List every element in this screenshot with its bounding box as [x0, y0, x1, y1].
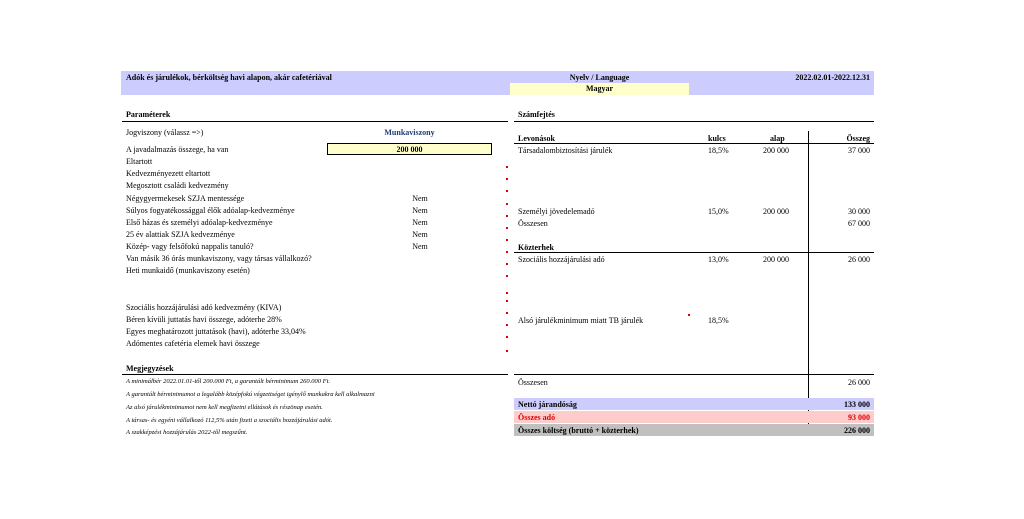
public-total-label: Összesen	[518, 378, 548, 387]
note-line: Az alsó járulékminimumot nem kell megfizetni ellátások és részönap esetén.	[126, 404, 323, 411]
params-title: Paraméterek	[126, 110, 171, 119]
deductions-title: Levonások	[518, 134, 555, 143]
net-value: 133 000	[844, 400, 870, 409]
param-label: Adómentes cafetéria elemek havi összege	[126, 339, 260, 348]
employment-select[interactable]: Munkaviszony	[384, 128, 435, 137]
deductions-header-line	[514, 143, 874, 144]
comment-marker	[506, 263, 508, 265]
note-line: A garantált bérminimumot a legalább középfokú végzettséget igénylő munkakra kell alkalmazni	[126, 391, 375, 398]
comment-marker	[506, 227, 508, 229]
param-value[interactable]: Nem	[412, 194, 428, 203]
public-label: Alsó járulékminimum miatt TB járulék	[518, 316, 644, 325]
param-label: Kedvezményezett eltartott	[126, 169, 211, 178]
comment-marker	[506, 251, 508, 253]
cost-label: Összes költség (bruttó + közterhek)	[518, 426, 639, 435]
param-label: Négygyermekesek SZJA mentessége	[126, 194, 245, 203]
total-column-divider	[808, 131, 809, 435]
param-label: Első házas és személyi adóalap-kedvezménye	[126, 218, 273, 227]
param-label: Közép- vagy felsőfokú nappalis tanuló?	[126, 242, 254, 251]
salary-label: A javadalmazás összege, ha van	[126, 145, 229, 154]
tax-value: 93 000	[848, 413, 870, 422]
tax-label: Összes adó	[518, 413, 556, 422]
language-label: Nyelv / Language	[569, 73, 630, 82]
payroll-underline	[514, 121, 874, 122]
params-underline	[122, 121, 508, 122]
sheet-title: Adók és járulékok, bérköltség havi alapon, akár cafetériával	[126, 73, 332, 82]
note-line: A szakképzési hozzájárulás 2022-től megszűnt.	[126, 429, 248, 436]
col-rate-header: kulcs	[708, 134, 726, 143]
comment-marker	[506, 300, 508, 302]
comment-marker	[506, 275, 508, 277]
comment-marker	[506, 203, 508, 205]
comment-marker	[506, 239, 508, 241]
comment-marker	[506, 292, 508, 294]
param-label: Béren kívüli juttatás havi összege, adóterhe 28%	[126, 315, 282, 324]
employment-label: Jogviszony (válassz =>)	[126, 128, 204, 137]
param-label: Eltartott	[126, 157, 153, 166]
param-value[interactable]: Nem	[412, 242, 428, 251]
param-label: Szociális hozzájárulási adó kedvezmény (KIVA)	[126, 303, 282, 312]
public-rate: 18,5%	[708, 316, 729, 325]
public-title: Közterhek	[518, 243, 554, 252]
deduction-amount: 37 000	[848, 146, 870, 155]
payroll-title: Számfejtés	[518, 110, 555, 119]
public-total-line	[514, 374, 874, 375]
comment-marker	[506, 215, 508, 217]
comment-marker	[506, 336, 508, 338]
comment-marker	[506, 324, 508, 326]
notes-title: Megjegyzések	[126, 364, 174, 373]
notes-underline	[122, 374, 508, 375]
comment-marker	[688, 314, 690, 316]
note-line: A társas- és egyéni vállalkozó 112,5% után fizeti a szociális hozzájárulási adót.	[126, 417, 333, 424]
note-line: A minimálbér 2022.01.01-től 200.000 Ft, a garantált bérminimum 260.000 Ft.	[126, 378, 331, 385]
param-label: Megosztott családi kedvezmény	[126, 181, 229, 190]
param-label: Heti munkaidő (munkaviszony esetén)	[126, 266, 250, 275]
param-value[interactable]: Nem	[412, 218, 428, 227]
deductions-total-value: 67 000	[848, 219, 870, 228]
public-rate: 13,0%	[708, 255, 729, 264]
param-value[interactable]: Nem	[412, 206, 428, 215]
param-label: Súlyos fogyatékossággal élők adóalap-kedvezménye	[126, 206, 295, 215]
param-label: Egyes meghatározott juttatások (havi), adóterhe 33,04%	[126, 327, 306, 336]
deduction-label: Társadalombiztosítási járulék	[518, 146, 613, 155]
salary-value[interactable]: 200 000	[396, 145, 423, 154]
deduction-base: 200 000	[763, 207, 789, 216]
deduction-rate: 18,5%	[708, 146, 729, 155]
param-label: 25 év alattiak SZJA kedvezménye	[126, 230, 235, 239]
comment-marker	[506, 190, 508, 192]
public-total-value: 26 000	[848, 378, 870, 387]
public-header-line	[514, 252, 874, 253]
public-label: Szociális hozzájárulási adó	[518, 255, 605, 264]
comment-marker	[506, 350, 508, 352]
public-base: 200 000	[763, 255, 789, 264]
language-value[interactable]: Magyar	[585, 84, 614, 93]
period-label: 2022.02.01-2022.12.31	[795, 73, 870, 82]
deduction-amount: 30 000	[848, 207, 870, 216]
col-base-header: alap	[770, 134, 785, 143]
col-total-header: Összeg	[846, 134, 870, 143]
comment-marker	[506, 166, 508, 168]
deduction-base: 200 000	[763, 146, 789, 155]
comment-marker	[506, 178, 508, 180]
deduction-label: Személyi jövedelemadó	[518, 207, 595, 216]
param-value[interactable]: Nem	[412, 230, 428, 239]
param-label: Van másik 36 órás munkaviszony, vagy társas vállalkozó?	[126, 254, 312, 263]
deductions-total-label: Összesen	[518, 219, 548, 228]
cost-value: 226 000	[844, 426, 870, 435]
public-amount: 26 000	[848, 255, 870, 264]
net-label: Nettó járandóság	[518, 400, 577, 409]
comment-marker	[506, 312, 508, 314]
deduction-rate: 15,0%	[708, 207, 729, 216]
